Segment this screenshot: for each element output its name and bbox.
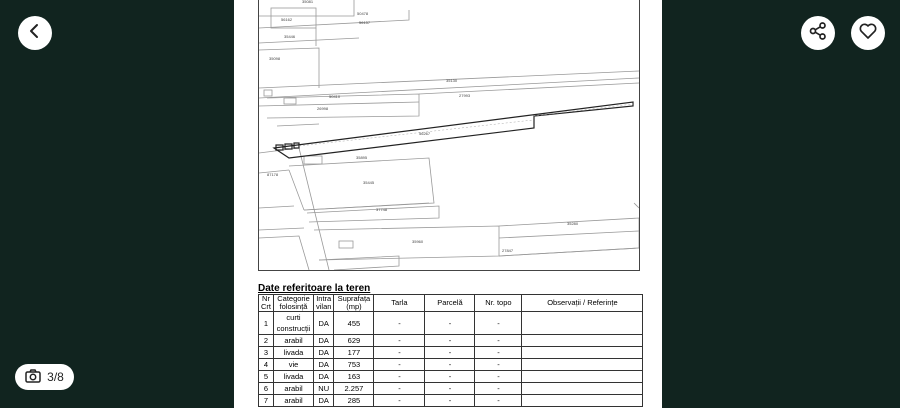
- table-cell: arabil: [274, 335, 314, 347]
- heart-icon: [858, 21, 878, 46]
- table-cell: 3: [259, 347, 274, 359]
- cadastral-map: [258, 0, 640, 271]
- table-cell: -: [374, 383, 425, 395]
- map-label: 56162: [281, 17, 293, 22]
- table-cell: -: [475, 359, 522, 371]
- share-icon: [808, 21, 828, 46]
- map-label: 27993: [459, 93, 471, 98]
- map-label: 27847: [502, 248, 514, 253]
- table-cell: 2: [259, 335, 274, 347]
- map-label: 50410: [329, 94, 341, 99]
- table-cell: -: [374, 312, 425, 335]
- table-cell: DA: [314, 347, 334, 359]
- table-header-row: [259, 295, 643, 312]
- chevron-left-icon: [26, 22, 44, 45]
- table-cell: -: [425, 371, 475, 383]
- table-cell: curti construcții: [274, 312, 314, 335]
- table-cell: livada: [274, 347, 314, 359]
- table-cell: 2.257: [334, 383, 374, 395]
- column-header: Nr. topo: [475, 295, 522, 312]
- table-cell: DA: [314, 312, 334, 335]
- map-label: 35280: [567, 221, 579, 226]
- table-row: [259, 359, 643, 371]
- table-cell: -: [374, 359, 425, 371]
- table-cell: -: [425, 312, 475, 335]
- photo-counter[interactable]: [15, 364, 74, 390]
- table-cell: -: [475, 395, 522, 407]
- table-cell: 455: [334, 312, 374, 335]
- table-cell: 1: [259, 312, 274, 335]
- table-row: [259, 312, 643, 335]
- column-header: Categorie folosință: [274, 295, 314, 312]
- table-cell: livada: [274, 371, 314, 383]
- table-cell: [522, 347, 643, 359]
- column-header: Suprafața (mp): [334, 295, 374, 312]
- map-label: 35446: [284, 34, 296, 39]
- table-cell: [522, 383, 643, 395]
- table-cell: [522, 359, 643, 371]
- photo-counter-text: 3/8: [47, 370, 64, 384]
- table-cell: -: [425, 335, 475, 347]
- back-button[interactable]: [18, 16, 52, 50]
- table-cell: -: [475, 312, 522, 335]
- table-cell: -: [425, 347, 475, 359]
- table-cell: 163: [334, 371, 374, 383]
- map-label: 35130: [446, 78, 458, 83]
- table-cell: -: [374, 347, 425, 359]
- map-label: 35960: [412, 239, 424, 244]
- table-cell: 5: [259, 371, 274, 383]
- favorite-button[interactable]: [851, 16, 885, 50]
- section-title: Date referitoare la teren: [258, 283, 371, 294]
- table-cell: -: [425, 395, 475, 407]
- map-label: 35098: [269, 56, 281, 61]
- table-cell: [522, 371, 643, 383]
- table-cell: 4: [259, 359, 274, 371]
- table-cell: [522, 312, 643, 335]
- table-cell: DA: [314, 335, 334, 347]
- column-header: Tarla: [374, 295, 425, 312]
- table-cell: -: [374, 371, 425, 383]
- table-cell: NU: [314, 383, 334, 395]
- map-label: 35081: [302, 0, 314, 4]
- map-label: 35895: [356, 155, 368, 160]
- table-cell: -: [475, 335, 522, 347]
- table-cell: -: [475, 347, 522, 359]
- table-row: [259, 383, 643, 395]
- column-header: Parcelă: [425, 295, 475, 312]
- table-cell: -: [425, 383, 475, 395]
- table-cell: 6: [259, 383, 274, 395]
- map-label: 87178: [267, 172, 279, 177]
- table-cell: 177: [334, 347, 374, 359]
- column-header: Intra vilan: [314, 295, 334, 312]
- table-cell: -: [425, 359, 475, 371]
- land-data-table: [258, 294, 643, 407]
- table-cell: -: [475, 371, 522, 383]
- map-label: 26998: [317, 106, 329, 111]
- document-page: [234, 0, 662, 408]
- table-cell: -: [374, 335, 425, 347]
- camera-icon: [25, 369, 41, 386]
- table-cell: DA: [314, 395, 334, 407]
- table-cell: 285: [334, 395, 374, 407]
- table-cell: 7: [259, 395, 274, 407]
- map-label: 56157: [359, 20, 371, 25]
- table-cell: arabil: [274, 395, 314, 407]
- table-cell: vie: [274, 359, 314, 371]
- table-row: [259, 371, 643, 383]
- table-cell: -: [475, 383, 522, 395]
- table-cell: 753: [334, 359, 374, 371]
- map-label: 50478: [357, 11, 369, 16]
- table-cell: 629: [334, 335, 374, 347]
- table-cell: DA: [314, 371, 334, 383]
- map-label: 35445: [363, 180, 375, 185]
- column-header: Nr Crt: [259, 295, 274, 312]
- table-cell: -: [374, 395, 425, 407]
- table-cell: DA: [314, 359, 334, 371]
- table-row: [259, 347, 643, 359]
- map-label: 37748: [376, 207, 388, 212]
- column-header: Observații / Referințe: [522, 295, 643, 312]
- share-button[interactable]: [801, 16, 835, 50]
- map-label: 56267: [419, 131, 431, 136]
- table-cell: arabil: [274, 383, 314, 395]
- table-row: [259, 335, 643, 347]
- table-cell: [522, 335, 643, 347]
